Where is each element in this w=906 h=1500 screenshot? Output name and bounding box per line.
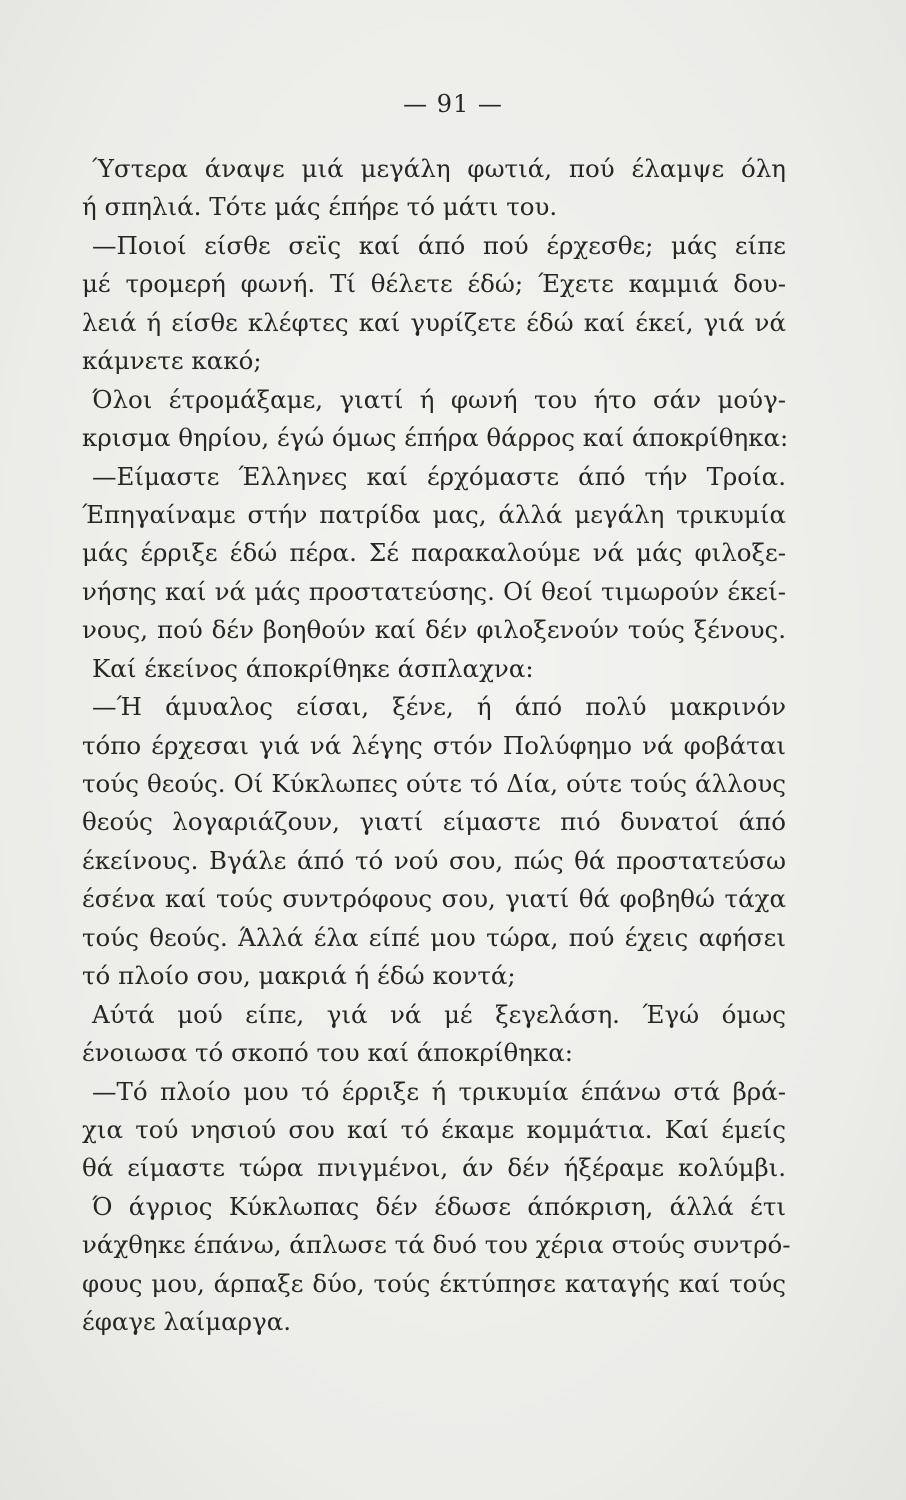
text-line: τό πλοίο σου, μακριά ή έδώ κοντά; xyxy=(82,961,516,991)
text-line: τούς θεούς. Άλλά έλα είπέ μου τώρα, πού έχεις αφήσει xyxy=(82,922,786,952)
text-line: νους, πού δέν βοηθούν καί δέν φιλοξενούν τούς ξένους. xyxy=(82,615,786,645)
page-number: — 91 — xyxy=(403,90,503,118)
text-line: ή σπηλιά. Τότε μάς έπήρε τό μάτι του. xyxy=(82,192,558,222)
text-line: —Ή άμυαλος είσαι, ξένε, ή άπό πολύ μακρινόν xyxy=(92,692,786,722)
text-line: φους μου, άρπαξε δύο, τούς έκτύπησε καταγής καί τούς xyxy=(82,1268,786,1298)
text-line: έφαγε λαίμαργα. xyxy=(82,1307,292,1337)
text-line: κάμνετε κακό; xyxy=(82,346,262,376)
text-line: —Ποιοί είσθε σεϊς καί άπό πού έρχεσθε; μάς είπε xyxy=(92,230,786,260)
text-line: έσένα καί τούς συντρόφους σου, γιατί θά φοβηθώ τάχα xyxy=(82,884,786,914)
text-line: —Τό πλοίο μου τό έρριξε ή τρικυμία έπάνω στά βρά- xyxy=(92,1076,786,1106)
body-text xyxy=(82,150,791,1342)
text-line: νήσης καί νά μάς προστατεύσης. Οί θεοί τιμωρούν έκεί- xyxy=(82,576,786,606)
text-line: τόπο έρχεσαι γιά νά λέγης στόν Πολύφημο νά φοβάται xyxy=(82,730,786,760)
text-line: Όλοι έτρομάξαμε, γιατί ή φωνή του ήτο σάν μούγ- xyxy=(92,384,786,414)
text-line: θά είμαστε τώρα πνιγμένοι, άν δέν ήξέραμε κολύμβι. xyxy=(82,1153,786,1183)
text-line: ένοιωσα τό σκοπό του καί άποκρίθηκα: xyxy=(82,1038,573,1068)
text-line: μέ τρομερή φωνή. Τί θέλετε έδώ; Έχετε καμμιά δου- xyxy=(82,269,786,299)
text-line: λειά ή είσθε κλέφτες καί γυρίζετε έδώ καί έκεί, γιά νά xyxy=(82,307,786,337)
text-line: Έπηγαίναμε στήν πατρίδα μας, άλλά μεγάλη τρικυμία xyxy=(82,499,786,529)
text-line: κρισμα θηρίου, έγώ όμως έπήρα θάρρος καί άποκρίθηκα: xyxy=(82,423,789,453)
text-line: νάχθηκε έπάνω, άπλωσε τά δυό του χέρια στούς συντρό- xyxy=(82,1230,791,1260)
text-line: χια τού νησιού σου καί τό έκαμε κομμάτια. Καί έμείς xyxy=(82,1114,786,1144)
text-line: Ό άγριος Κύκλωπας δέν έδωσε άπόκριση, άλλά έτι xyxy=(92,1191,786,1221)
text-line: Καί έκείνος άποκρίθηκε άσπλαχνα: xyxy=(92,653,534,683)
text-line: Ύστερα άναψε μιά μεγάλη φωτιά, πού έλαμψε όλη xyxy=(92,154,786,183)
text-line: θεούς λογαριάζουν, γιατί είμαστε πιό δυνατοί άπό xyxy=(82,807,786,837)
text-line: —Είμαστε Έλληνες καί έρχόμαστε άπό τήν Τροία. xyxy=(92,461,786,491)
text-line: έκείνους. Βγάλε άπό τό νού σου, πώς θά προστατεύσω xyxy=(82,845,786,875)
text-line: Αύτά μού είπε, γιά νά μέ ξεγελάση. Έγώ όμως xyxy=(92,999,786,1029)
text-line: μάς έρριξε έδώ πέρα. Σέ παρακαλούμε νά μάς φιλοξε- xyxy=(82,538,786,568)
text-line: τούς θεούς. Οί Κύκλωπες ούτε τό Δία, ούτε τούς άλλους xyxy=(82,769,786,798)
